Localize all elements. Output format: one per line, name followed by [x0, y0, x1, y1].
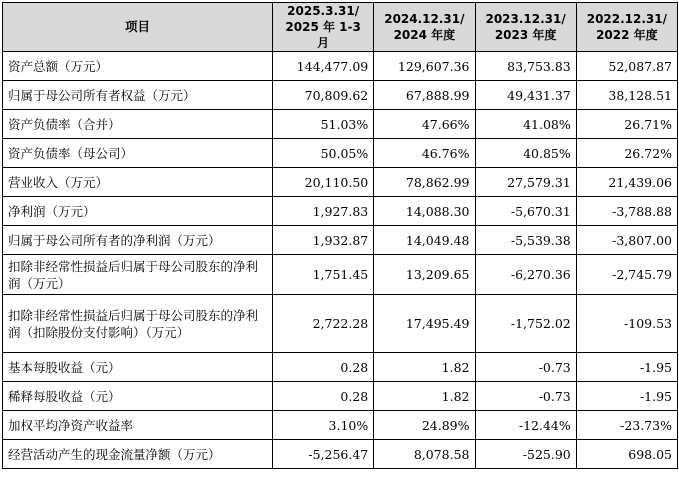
row-value: 41.08%	[475, 110, 576, 139]
row-value: -3,788.88	[576, 197, 677, 226]
header-date: 2022.12.31/	[586, 12, 668, 26]
row-label: 扣除非经常性损益后归属于母公司股东的净利润（扣除股份支付影响）（万元）	[3, 295, 273, 353]
row-value: 49,431.37	[475, 81, 576, 110]
row-value: 40.85%	[475, 139, 576, 168]
row-value: -525.90	[475, 440, 576, 469]
row-label: 稀释每股收益（元）	[3, 382, 273, 411]
header-row	[3, 3, 678, 52]
table-row	[3, 197, 678, 226]
row-value: -23.73%	[576, 411, 677, 440]
row-value: 1,751.45	[273, 255, 374, 295]
table-row	[3, 440, 678, 469]
row-label: 归属于母公司所有者的净利润（万元）	[3, 226, 273, 255]
table-row	[3, 81, 678, 110]
header-item	[3, 3, 273, 52]
table-row	[3, 382, 678, 411]
row-value: 0.28	[273, 353, 374, 382]
row-value: -5,539.38	[475, 226, 576, 255]
row-value: -1,752.02	[475, 295, 576, 353]
row-value: 20,110.50	[273, 168, 374, 197]
header-date: 2024.12.31/	[384, 12, 465, 26]
header-date: 2023.12.31/	[485, 12, 566, 26]
header-period-2022	[576, 3, 677, 52]
row-label: 资产负债率（合并）	[3, 110, 273, 139]
row-value: -5,670.31	[475, 197, 576, 226]
table-row	[3, 110, 678, 139]
table-row	[3, 168, 678, 197]
row-value: 3.10%	[273, 411, 374, 440]
row-label: 基本每股收益（元）	[3, 353, 273, 382]
header-period: 2024 年度	[393, 28, 456, 42]
row-value: 2,722.28	[273, 295, 374, 353]
row-value: 1.82	[374, 353, 475, 382]
row-value: 1,927.83	[273, 197, 374, 226]
row-value: -0.73	[475, 353, 576, 382]
row-value: -12.44%	[475, 411, 576, 440]
row-value: 51.03%	[273, 110, 374, 139]
row-value: 27,579.31	[475, 168, 576, 197]
header-period: 2023 年度	[494, 28, 557, 42]
row-value: 144,477.09	[273, 52, 374, 81]
row-value: 26.72%	[576, 139, 677, 168]
row-value: -0.73	[475, 382, 576, 411]
row-value: -5,256.47	[273, 440, 374, 469]
table-body	[3, 52, 678, 469]
header-period: 2025 年 1-3 月	[285, 20, 361, 50]
row-value: -1.95	[576, 353, 677, 382]
row-value: 14,088.30	[374, 197, 475, 226]
row-label: 经营活动产生的现金流量净额（万元）	[3, 440, 273, 469]
row-value: 129,607.36	[374, 52, 475, 81]
row-value: 17,495.49	[374, 295, 475, 353]
table-row	[3, 139, 678, 168]
row-value: 8,078.58	[374, 440, 475, 469]
row-value: 1.82	[374, 382, 475, 411]
row-label: 资产总额（万元）	[3, 52, 273, 81]
row-value: 14,049.48	[374, 226, 475, 255]
row-label: 加权平均净资产收益率	[3, 411, 273, 440]
row-value: 83,753.83	[475, 52, 576, 81]
table-row	[3, 255, 678, 295]
row-value: 1,932.87	[273, 226, 374, 255]
row-value: -6,270.36	[475, 255, 576, 295]
row-value: 13,209.65	[374, 255, 475, 295]
header-period-2023	[475, 3, 576, 52]
header-item-label: 项目	[124, 19, 150, 34]
table-header	[3, 3, 678, 52]
row-value: -109.53	[576, 295, 677, 353]
row-value: -1.95	[576, 382, 677, 411]
row-label: 资产负债率（母公司）	[3, 139, 273, 168]
row-value: 67,888.99	[374, 81, 475, 110]
row-value: 46.76%	[374, 139, 475, 168]
row-value: 38,128.51	[576, 81, 677, 110]
row-value: 21,439.06	[576, 168, 677, 197]
row-value: 698.05	[576, 440, 677, 469]
row-label: 净利润（万元）	[3, 197, 273, 226]
row-value: 50.05%	[273, 139, 374, 168]
row-value: 52,087.87	[576, 52, 677, 81]
row-value: 24.89%	[374, 411, 475, 440]
table-row	[3, 226, 678, 255]
row-value: 78,862.99	[374, 168, 475, 197]
row-label: 扣除非经常性损益后归属于母公司股东的净利润（万元）	[3, 255, 273, 295]
row-value: 0.28	[273, 382, 374, 411]
table-row	[3, 295, 678, 353]
table-row	[3, 353, 678, 382]
table-row	[3, 411, 678, 440]
table-row	[3, 52, 678, 81]
header-period-2025q1	[273, 3, 374, 52]
row-value: -2,745.79	[576, 255, 677, 295]
header-period-2024	[374, 3, 475, 52]
financial-summary-table	[2, 2, 678, 469]
header-date: 2025.3.31/	[287, 4, 360, 18]
row-value: 26.71%	[576, 110, 677, 139]
row-label: 归属于母公司所有者权益（万元）	[3, 81, 273, 110]
row-value: 70,809.62	[273, 81, 374, 110]
row-label: 营业收入（万元）	[3, 168, 273, 197]
row-value: 47.66%	[374, 110, 475, 139]
row-value: -3,807.00	[576, 226, 677, 255]
header-period: 2022 年度	[596, 28, 658, 42]
